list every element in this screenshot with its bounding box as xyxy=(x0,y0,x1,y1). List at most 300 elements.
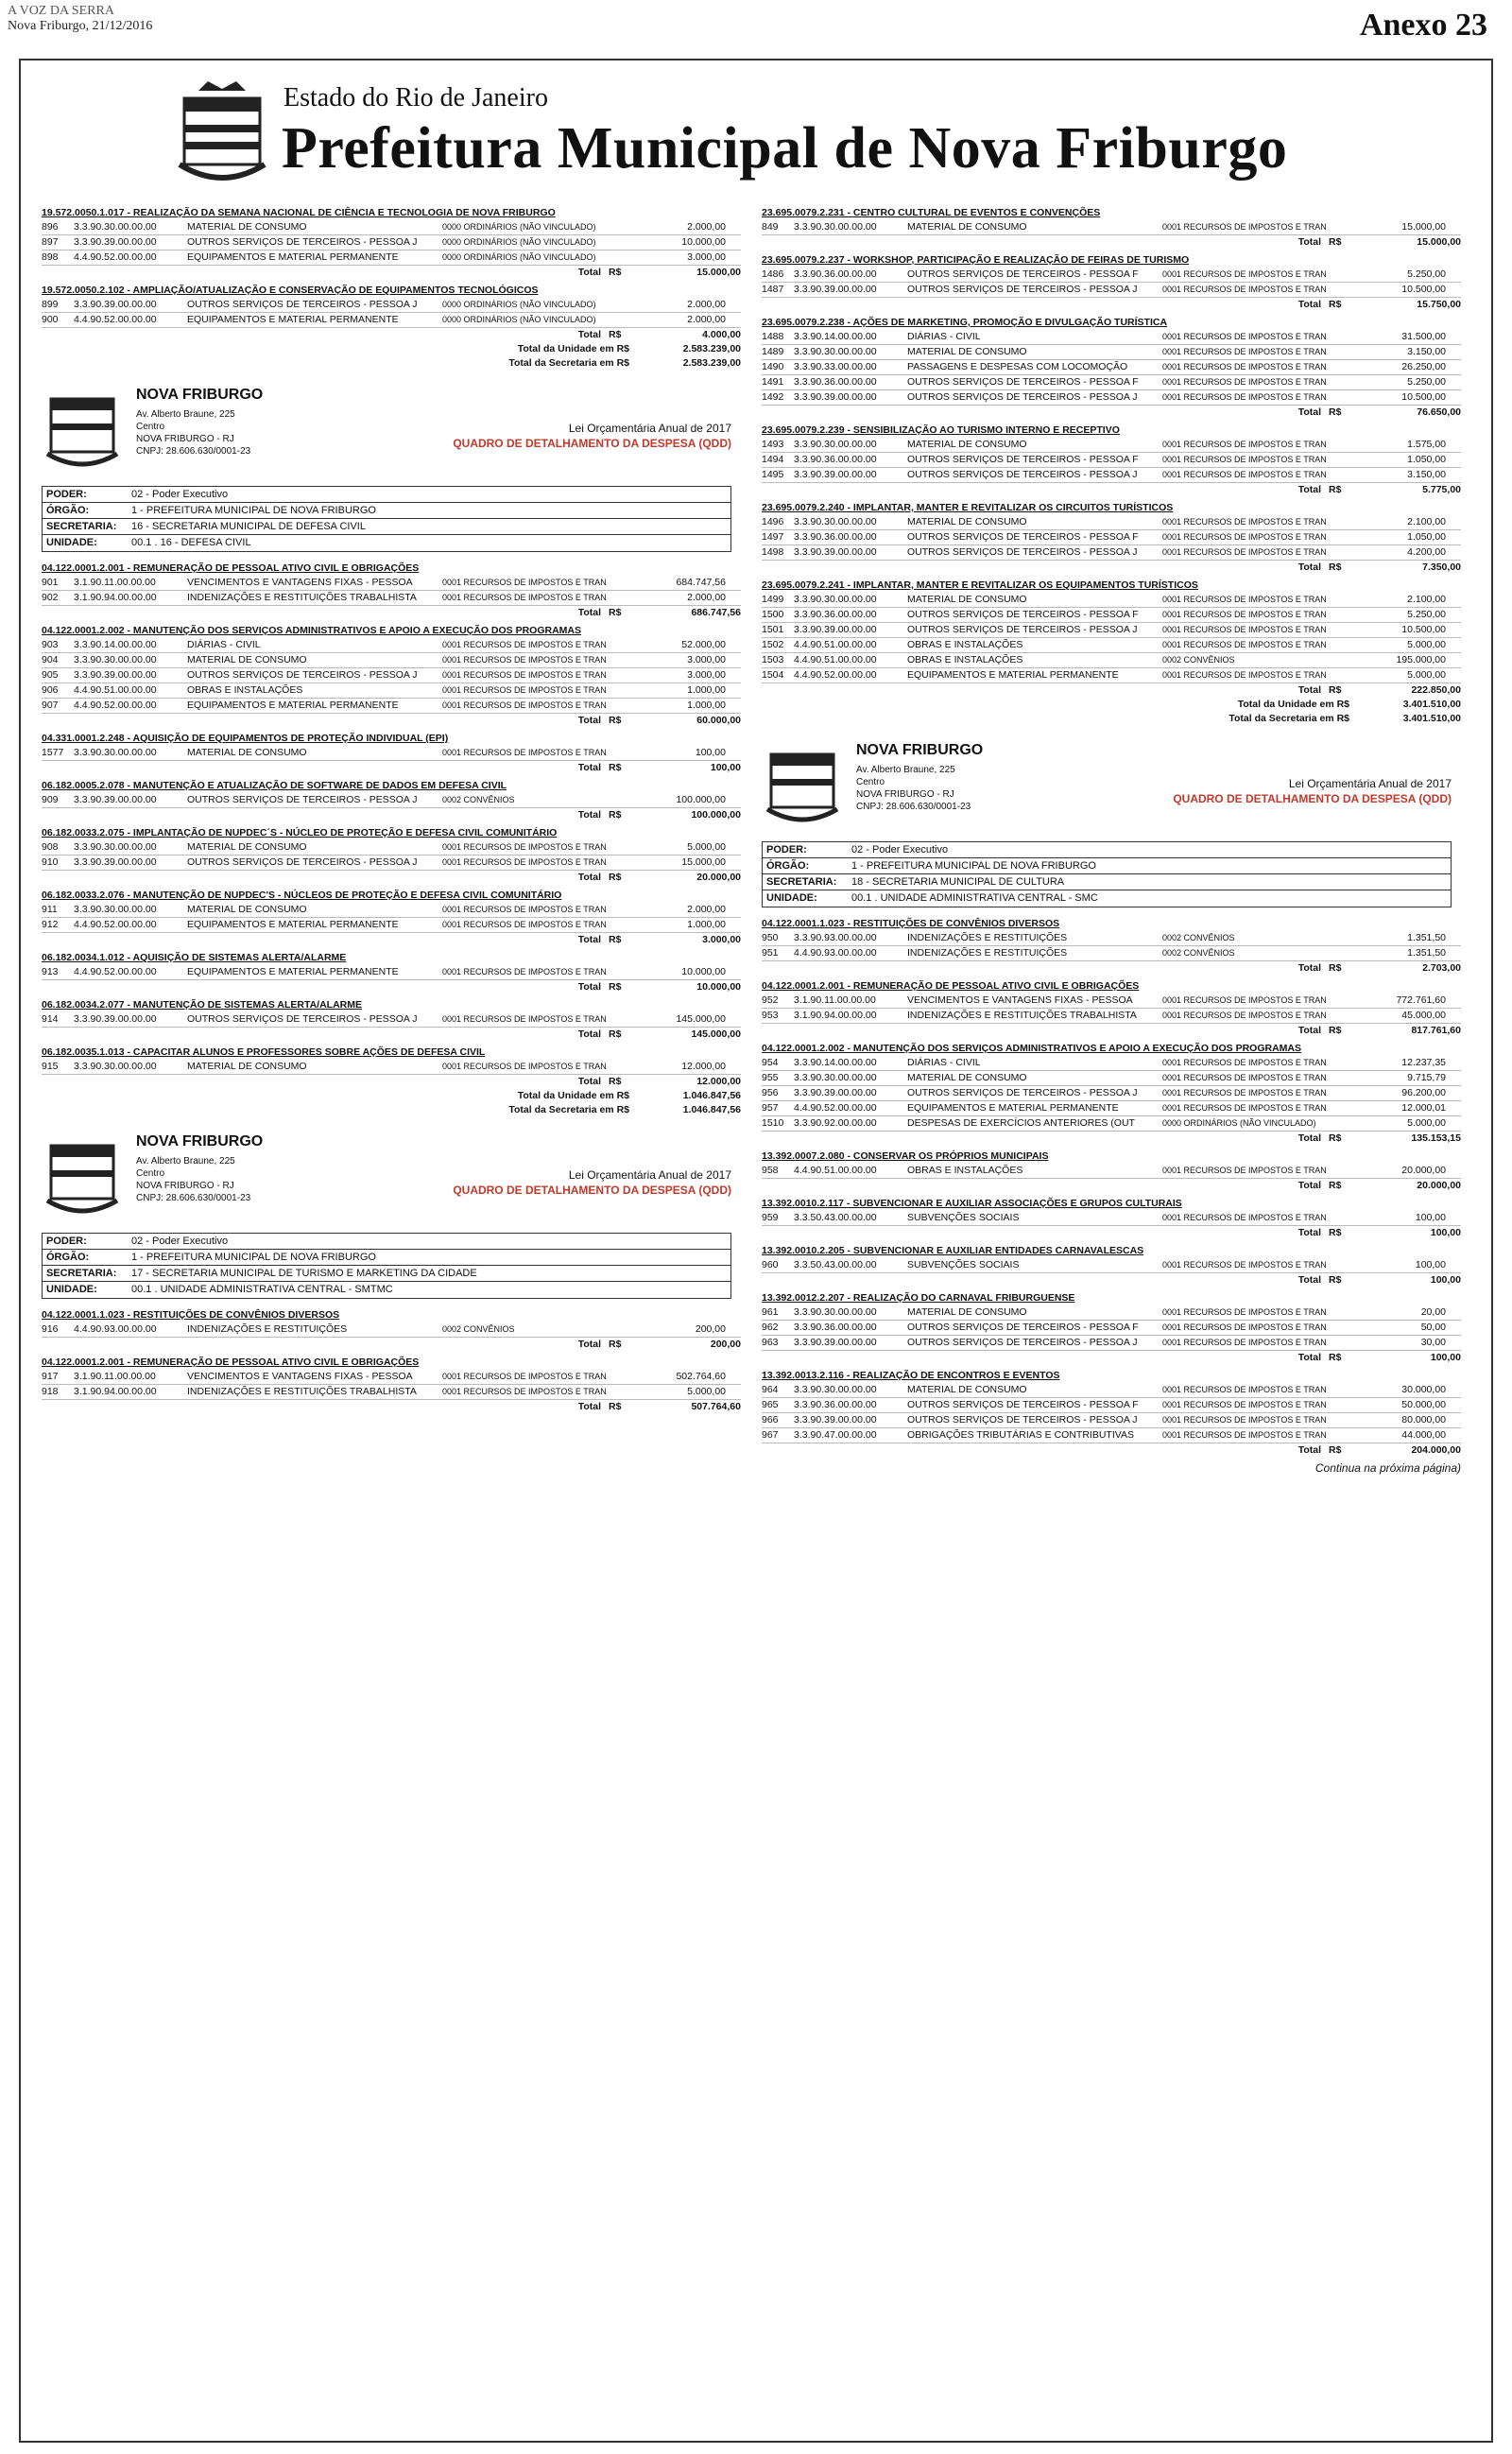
row-source: 0001 RECURSOS DE IMPOSTOS E TRAN xyxy=(1162,1307,1327,1317)
total-value: 12.000,00 xyxy=(696,1076,741,1087)
table-row xyxy=(762,268,1461,283)
row-id: 912 xyxy=(42,919,59,930)
row-id: 952 xyxy=(762,994,779,1006)
qdd-law: Lei Orçamentária Anual de 2017 xyxy=(568,1168,731,1182)
continued-note: Continua na próxima página) xyxy=(1314,1461,1461,1475)
row-id: 1491 xyxy=(762,376,784,388)
row-source: 0001 RECURSOS DE IMPOSTOS E TRAN xyxy=(1162,610,1327,619)
row-id: 1486 xyxy=(762,268,784,280)
table-row xyxy=(762,360,1461,375)
row-value: 1.575,00 xyxy=(1407,439,1446,450)
total-label: Total xyxy=(577,267,601,278)
row-value: 1.000,00 xyxy=(687,700,726,711)
poder-row xyxy=(43,487,730,503)
action-total xyxy=(42,871,741,885)
secretaria-total xyxy=(42,356,741,371)
row-id: 917 xyxy=(42,1371,59,1382)
row-code: 3.3.90.30.00.00.00 xyxy=(74,654,157,665)
currency: R$ xyxy=(1329,406,1342,418)
currency: R$ xyxy=(609,1339,622,1350)
address-line: NOVA FRIBURGO - RJ xyxy=(136,434,234,444)
total-label: Total xyxy=(1297,684,1321,696)
secretaria-value: 18 - SECRETARIA MUNICIPAL DE CULTURA xyxy=(851,876,1065,888)
row-code: 3.3.90.30.00.00.00 xyxy=(794,439,877,450)
poder-row xyxy=(43,1234,730,1250)
table-row xyxy=(762,545,1461,561)
currency: R$ xyxy=(1329,1180,1342,1191)
newspaper-name xyxy=(8,4,152,34)
total-label: Total xyxy=(1297,1180,1321,1191)
row-id: 1497 xyxy=(762,531,784,543)
row-source: 0001 RECURSOS DE IMPOSTOS E TRAN xyxy=(1162,1166,1327,1175)
action-title: 06.182.0034.2.077 - MANUTENÇÃO DE SISTEMAS ALERTA/ALARME xyxy=(42,999,362,1011)
row-id: 956 xyxy=(762,1087,779,1098)
total-value: 100,00 xyxy=(1430,1227,1461,1238)
total-value: 20.000,00 xyxy=(1417,1180,1461,1191)
row-source: 0001 RECURSOS DE IMPOSTOS E TRAN xyxy=(1162,1073,1327,1082)
rows xyxy=(762,268,1461,298)
row-id: 1488 xyxy=(762,331,784,342)
row-description: OUTROS SERVIÇOS DE TERCEIROS - PESSOA J xyxy=(187,856,418,868)
table-row xyxy=(42,699,741,714)
newspaper-title: A VOZ DA SERRA xyxy=(8,4,114,18)
table-row xyxy=(762,1383,1461,1398)
row-source: 0001 RECURSOS DE IMPOSTOS E TRAN xyxy=(442,1014,607,1024)
row-code: 3.3.90.30.00.00.00 xyxy=(74,221,157,233)
row-code: 4.4.90.51.00.00.00 xyxy=(794,1165,877,1176)
row-code: 3.3.90.30.00.00.00 xyxy=(794,516,877,527)
total-value: 200,00 xyxy=(710,1339,741,1350)
row-description: OUTROS SERVIÇOS DE TERCEIROS - PESSOA J xyxy=(907,469,1138,480)
row-source: 0000 ORDINÁRIOS (NÃO VINCULADO) xyxy=(442,237,596,247)
row-source: 0001 RECURSOS DE IMPOSTOS E TRAN xyxy=(442,670,607,680)
total-value: 7.350,00 xyxy=(1422,562,1461,573)
row-source: 0001 RECURSOS DE IMPOSTOS E TRAN xyxy=(1162,1058,1327,1067)
row-id: 950 xyxy=(762,932,779,943)
total-label: Total xyxy=(1297,1132,1321,1144)
total-value: 100,00 xyxy=(1430,1352,1461,1363)
poder-label: PODER: xyxy=(766,844,807,855)
action-title: 04.122.0001.2.001 - REMUNERAÇÃO DE PESSOAL ATIVO CIVIL E OBRIGAÇÕES xyxy=(42,1357,420,1368)
row-code: 3.3.90.36.00.00.00 xyxy=(794,531,877,543)
total-value: 222.850,00 xyxy=(1411,684,1461,696)
row-source: 0001 RECURSOS DE IMPOSTOS E TRAN xyxy=(1162,1430,1327,1440)
unidade-total-label: Total da Unidade em R$ xyxy=(517,1090,629,1101)
total-value: 507.764,60 xyxy=(691,1401,741,1412)
row-id: 898 xyxy=(42,251,59,263)
address-line: Centro xyxy=(856,777,885,787)
row-code: 3.3.90.39.00.00.00 xyxy=(794,284,877,295)
row-source: 0001 RECURSOS DE IMPOSTOS E TRAN xyxy=(1162,1088,1327,1097)
rows xyxy=(762,1164,1461,1179)
row-description: INDENIZAÇÕES E RESTITUIÇÕES xyxy=(907,947,1068,959)
table-row xyxy=(42,1060,741,1075)
table-row xyxy=(762,530,1461,545)
row-source: 0001 RECURSOS DE IMPOSTOS E TRAN xyxy=(442,748,607,757)
table-row xyxy=(42,746,741,761)
row-source: 0001 RECURSOS DE IMPOSTOS E TRAN xyxy=(1162,670,1327,680)
row-value: 10.500,00 xyxy=(1401,391,1446,403)
table-row xyxy=(762,946,1461,961)
row-code: 3.1.90.11.00.00.00 xyxy=(74,1371,156,1382)
row-source: 0001 RECURSOS DE IMPOSTOS E TRAN xyxy=(1162,1011,1327,1020)
currency: R$ xyxy=(609,762,622,773)
right-column xyxy=(762,202,1461,1476)
action-title: 04.122.0001.2.001 - REMUNERAÇÃO DE PESSOAL ATIVO CIVIL E OBRIGAÇÕES xyxy=(42,562,420,574)
secretaria-row xyxy=(43,519,730,535)
row-id: 908 xyxy=(42,841,59,853)
row-source: 0001 RECURSOS DE IMPOSTOS E TRAN xyxy=(442,1372,607,1381)
secretaria-total-label: Total da Secretaria em R$ xyxy=(508,357,629,369)
row-description: INDENIZAÇÕES E RESTITUIÇÕES TRABALHISTA xyxy=(187,592,417,603)
table-row xyxy=(42,251,741,266)
action-title: 13.392.0013.2.116 - REALIZAÇÃO DE ENCONTROS E EVENTOS xyxy=(762,1370,1060,1381)
total-label: Total xyxy=(577,715,601,726)
row-code: 3.3.90.14.00.00.00 xyxy=(794,1057,877,1068)
total-label: Total xyxy=(1297,1352,1321,1363)
currency: R$ xyxy=(1329,962,1342,974)
currency: R$ xyxy=(1329,1227,1342,1238)
total-value: 2.703,00 xyxy=(1422,962,1461,974)
row-description: MATERIAL DE CONSUMO xyxy=(187,841,307,853)
table-row xyxy=(42,840,741,855)
total-label: Total xyxy=(1297,562,1321,573)
rows xyxy=(762,994,1461,1024)
row-value: 12.237,35 xyxy=(1401,1057,1446,1068)
row-source: 0001 RECURSOS DE IMPOSTOS E TRAN xyxy=(1162,285,1327,294)
table-row xyxy=(762,668,1461,683)
unidade-row xyxy=(43,1282,730,1298)
total-value: 686.747,56 xyxy=(691,607,741,618)
row-value: 1.351,50 xyxy=(1407,947,1446,959)
currency: R$ xyxy=(609,934,622,945)
row-code: 3.3.90.30.00.00.00 xyxy=(794,346,877,357)
row-value: 1.000,00 xyxy=(687,684,726,696)
qdd-address xyxy=(856,764,971,813)
action-title: 06.182.0033.2.076 - MANUTENÇÃO DE NUPDEC'S - NÚCLEOS DE PROTEÇÃO E DEFESA CIVIL COMUNITÁRIO xyxy=(42,890,562,901)
row-id: 1502 xyxy=(762,639,784,650)
cnpj: CNPJ: 28.606.630/0001-23 xyxy=(136,1193,251,1203)
row-value: 5.000,00 xyxy=(1407,639,1446,650)
orgao-row xyxy=(43,503,730,519)
action-title: 06.182.0005.2.078 - MANUTENÇÃO E ATUALIZAÇÃO DE SOFTWARE DE DADOS EM DEFESA CIVIL xyxy=(42,780,507,791)
secretaria-row xyxy=(43,1266,730,1282)
table-row xyxy=(42,965,741,980)
action-total xyxy=(762,406,1461,420)
row-code: 4.4.90.52.00.00.00 xyxy=(74,314,157,325)
row-source: 0001 RECURSOS DE IMPOSTOS E TRAN xyxy=(1162,640,1327,649)
row-code: 4.4.90.52.00.00.00 xyxy=(74,700,157,711)
row-description: INDENIZAÇÕES E RESTITUIÇÕES xyxy=(187,1323,348,1335)
table-row xyxy=(762,438,1461,453)
total-label: Total xyxy=(577,762,601,773)
currency: R$ xyxy=(609,1076,622,1087)
row-source: 0001 RECURSOS DE IMPOSTOS E TRAN xyxy=(1162,625,1327,634)
action-total xyxy=(42,1400,741,1414)
table-row xyxy=(762,1428,1461,1443)
row-description: EQUIPAMENTOS E MATERIAL PERMANENTE xyxy=(907,1102,1119,1114)
row-source: 0000 ORDINÁRIOS (NÃO VINCULADO) xyxy=(442,300,596,309)
row-code: 3.3.90.36.00.00.00 xyxy=(794,376,877,388)
row-description: OUTROS SERVIÇOS DE TERCEIROS - PESSOA F xyxy=(907,1399,1139,1410)
row-code: 3.1.90.94.00.00.00 xyxy=(74,592,157,603)
row-id: 960 xyxy=(762,1259,779,1270)
row-value: 502.764,60 xyxy=(676,1371,726,1382)
row-description: OUTROS SERVIÇOS DE TERCEIROS - PESSOA J xyxy=(907,1337,1138,1348)
row-code: 3.3.90.30.00.00.00 xyxy=(794,594,877,605)
currency: R$ xyxy=(1329,684,1342,696)
row-description: OUTROS SERVIÇOS DE TERCEIROS - PESSOA J xyxy=(907,1414,1138,1426)
row-id: 900 xyxy=(42,314,59,325)
secretaria-total xyxy=(762,712,1461,726)
unidade-total xyxy=(42,1089,741,1103)
row-value: 1.351,50 xyxy=(1407,932,1446,943)
row-id: 1577 xyxy=(42,747,64,758)
address-line: Av. Alberto Braune, 225 xyxy=(856,765,955,775)
unidade-total xyxy=(42,342,741,356)
row-value: 2.000,00 xyxy=(687,592,726,603)
row-value: 9.715,79 xyxy=(1407,1072,1446,1083)
row-description: EQUIPAMENTOS E MATERIAL PERMANENTE xyxy=(907,669,1119,681)
masthead xyxy=(28,68,1351,200)
row-code: 3.3.90.39.00.00.00 xyxy=(74,236,157,248)
row-source: 0001 RECURSOS DE IMPOSTOS E TRAN xyxy=(1162,1415,1327,1425)
row-id: 966 xyxy=(762,1414,779,1426)
action-total xyxy=(42,1338,741,1352)
row-description: DIÁRIAS - CIVIL xyxy=(187,639,261,650)
row-value: 1.050,00 xyxy=(1407,454,1446,465)
row-id: 902 xyxy=(42,592,59,603)
row-id: 907 xyxy=(42,700,59,711)
row-value: 20.000,00 xyxy=(1401,1165,1446,1176)
row-source: 0000 ORDINÁRIOS (NÃO VINCULADO) xyxy=(442,315,596,324)
row-value: 45.000,00 xyxy=(1401,1010,1446,1021)
orgao-value: 1 - PREFEITURA MUNICIPAL DE NOVA FRIBURGO xyxy=(131,1252,376,1263)
row-description: MATERIAL DE CONSUMO xyxy=(187,747,307,758)
table-row xyxy=(762,283,1461,298)
row-id: 1492 xyxy=(762,391,784,403)
row-description: OBRAS E INSTALAÇÕES xyxy=(907,654,1023,665)
total-label: Total xyxy=(577,872,601,883)
row-description: OUTROS SERVIÇOS DE TERCEIROS - PESSOA F xyxy=(907,531,1139,543)
row-id: 1496 xyxy=(762,516,784,527)
row-id: 1498 xyxy=(762,546,784,558)
table-row xyxy=(42,220,741,235)
row-value: 1.050,00 xyxy=(1407,531,1446,543)
row-value: 10.000,00 xyxy=(681,236,726,248)
row-value: 2.000,00 xyxy=(687,221,726,233)
action-title: 04.122.0001.1.023 - RESTITUIÇÕES DE CONVÊNIOS DIVERSOS xyxy=(42,1309,340,1321)
row-id: 1510 xyxy=(762,1117,784,1129)
qdd-city: NOVA FRIBURGO xyxy=(136,1133,264,1149)
row-code: 3.3.90.39.00.00.00 xyxy=(794,1087,877,1098)
unidade-total xyxy=(762,698,1461,712)
total-value: 15.000,00 xyxy=(1417,236,1461,248)
address-line: Av. Alberto Braune, 225 xyxy=(136,1156,235,1167)
cnpj: CNPJ: 28.606.630/0001-23 xyxy=(136,446,251,457)
rows xyxy=(42,1370,741,1400)
action-total xyxy=(762,483,1461,497)
row-id: 901 xyxy=(42,577,59,588)
total-label: Total xyxy=(1297,484,1321,495)
unidade-total-value: 2.583.239,00 xyxy=(682,343,741,354)
row-description: DIÁRIAS - CIVIL xyxy=(907,1057,981,1068)
table-row xyxy=(762,330,1461,345)
row-source: 0001 RECURSOS DE IMPOSTOS E TRAN xyxy=(1162,1400,1327,1409)
currency: R$ xyxy=(1329,484,1342,495)
row-value: 100,00 xyxy=(695,747,726,758)
action-title: 06.182.0035.1.013 - CAPACITAR ALUNOS E PROFESSORES SOBRE AÇÕES DE DEFESA CIVIL xyxy=(42,1046,486,1058)
action-title: 13.392.0007.2.080 - CONSERVAR OS PRÓPRIOS MUNICIPAIS xyxy=(762,1150,1049,1162)
currency: R$ xyxy=(609,872,622,883)
action-title: 23.695.0079.2.241 - IMPLANTAR, MANTER E REVITALIZAR OS EQUIPAMENTOS TURÍSTICOS xyxy=(762,579,1198,591)
currency: R$ xyxy=(1329,236,1342,248)
row-description: OUTROS SERVIÇOS DE TERCEIROS - PESSOA F xyxy=(907,609,1139,620)
qdd-law: Lei Orçamentária Anual de 2017 xyxy=(568,422,731,435)
currency: R$ xyxy=(1329,562,1342,573)
qdd-info-box xyxy=(42,486,731,552)
row-description: MATERIAL DE CONSUMO xyxy=(907,346,1027,357)
table-row xyxy=(762,1056,1461,1071)
action-total xyxy=(42,808,741,822)
row-code: 3.3.90.39.00.00.00 xyxy=(74,794,157,805)
orgao-value: 1 - PREFEITURA MUNICIPAL DE NOVA FRIBURGO xyxy=(131,505,376,516)
row-id: 965 xyxy=(762,1399,779,1410)
row-code: 3.3.90.30.00.00.00 xyxy=(794,1072,877,1083)
secretaria-total xyxy=(42,1103,741,1117)
action-title: 23.695.0079.2.238 - AÇÕES DE MARKETING, PROMOÇÃO E DIVULGAÇÃO TURÍSTICA xyxy=(762,317,1168,328)
row-id: 905 xyxy=(42,669,59,681)
row-value: 2.000,00 xyxy=(687,314,726,325)
currency: R$ xyxy=(1329,1444,1342,1456)
rows xyxy=(42,1012,741,1028)
state-name: Estado do Rio de Janeiro xyxy=(284,83,548,112)
total-value: 3.000,00 xyxy=(702,934,741,945)
qdd-title: QUADRO DE DETALHAMENTO DA DESPESA (QDD) xyxy=(1173,792,1452,805)
table-row xyxy=(762,931,1461,946)
qdd-header xyxy=(762,741,1461,911)
table-row xyxy=(762,1009,1461,1024)
row-source: 0001 RECURSOS DE IMPOSTOS E TRAN xyxy=(1162,1260,1327,1270)
row-description: OUTROS SERVIÇOS DE TERCEIROS - PESSOA J xyxy=(907,624,1138,635)
address-line: Centro xyxy=(136,1168,165,1179)
table-row xyxy=(762,375,1461,390)
table-row xyxy=(762,623,1461,638)
row-value: 2.100,00 xyxy=(1407,516,1446,527)
table-row xyxy=(762,220,1461,235)
row-source: 0000 ORDINÁRIOS (NÃO VINCULADO) xyxy=(1162,1118,1316,1128)
row-value: 3.000,00 xyxy=(687,669,726,681)
unidade-value: 00.1 . 16 - DEFESA CIVIL xyxy=(131,537,251,548)
row-value: 50,00 xyxy=(1420,1322,1446,1333)
total-value: 10.000,00 xyxy=(696,981,741,993)
address-line: NOVA FRIBURGO - RJ xyxy=(856,789,954,800)
action-title: 04.122.0001.1.023 - RESTITUIÇÕES DE CONVÊNIOS DIVERSOS xyxy=(762,918,1060,929)
row-id: 1489 xyxy=(762,346,784,357)
row-source: 0001 RECURSOS DE IMPOSTOS E TRAN xyxy=(1162,1338,1327,1347)
row-value: 145.000,00 xyxy=(676,1013,726,1025)
row-id: 959 xyxy=(762,1212,779,1223)
secretaria-label: SECRETARIA: xyxy=(46,521,117,532)
row-value: 30,00 xyxy=(1420,1337,1446,1348)
rows xyxy=(42,576,741,606)
action-total xyxy=(762,1132,1461,1146)
rows xyxy=(42,903,741,933)
secretaria-total-value: 1.046.847,56 xyxy=(682,1104,741,1115)
cnpj: CNPJ: 28.606.630/0001-23 xyxy=(856,802,971,812)
unidade-row xyxy=(763,890,1451,907)
row-description: INDENIZAÇÕES E RESTITUIÇÕES xyxy=(907,932,1068,943)
total-value: 100,00 xyxy=(1430,1274,1461,1286)
table-row xyxy=(762,515,1461,530)
row-value: 15.000,00 xyxy=(681,856,726,868)
action-total xyxy=(762,235,1461,250)
table-row xyxy=(762,1321,1461,1336)
row-description: MATERIAL DE CONSUMO xyxy=(907,1306,1027,1318)
row-id: 910 xyxy=(42,856,59,868)
row-value: 100,00 xyxy=(1415,1212,1446,1223)
row-id: 1499 xyxy=(762,594,784,605)
action-title: 13.392.0010.2.205 - SUBVENCIONAR E AUXILIAR ENTIDADES CARNAVALESCAS xyxy=(762,1245,1144,1256)
rows xyxy=(42,638,741,714)
newspaper-header xyxy=(0,0,1512,47)
row-description: OUTROS SERVIÇOS DE TERCEIROS - PESSOA J xyxy=(907,1087,1138,1098)
table-row xyxy=(762,653,1461,668)
row-code: 3.3.90.30.00.00.00 xyxy=(74,747,157,758)
row-source: 0001 RECURSOS DE IMPOSTOS E TRAN xyxy=(1162,1322,1327,1332)
row-value: 5.250,00 xyxy=(1407,609,1446,620)
row-id: 962 xyxy=(762,1322,779,1333)
row-value: 2.000,00 xyxy=(687,299,726,310)
table-row xyxy=(42,918,741,933)
row-code: 3.3.90.92.00.00.00 xyxy=(794,1117,877,1129)
table-row xyxy=(42,298,741,313)
total-value: 15.750,00 xyxy=(1417,299,1461,310)
newspaper-date: Nova Friburgo, 21/12/2016 xyxy=(8,19,153,33)
orgao-label: ÓRGÃO: xyxy=(46,505,90,516)
city-crest-icon xyxy=(762,741,843,832)
currency: R$ xyxy=(609,981,622,993)
row-code: 4.4.90.52.00.00.00 xyxy=(74,966,157,977)
row-id: 1490 xyxy=(762,361,784,372)
row-value: 5.000,00 xyxy=(687,841,726,853)
table-row xyxy=(762,1305,1461,1321)
row-source: 0000 ORDINÁRIOS (NÃO VINCULADO) xyxy=(442,222,596,232)
row-id: 909 xyxy=(42,794,59,805)
secretaria-value: 17 - SECRETARIA MUNICIPAL DE TURISMO E MARKETING DA CIDADE xyxy=(131,1268,477,1279)
poder-label: PODER: xyxy=(46,1236,87,1247)
table-row xyxy=(762,638,1461,653)
row-description: OUTROS SERVIÇOS DE TERCEIROS - PESSOA J xyxy=(187,794,418,805)
unidade-total-label: Total da Unidade em R$ xyxy=(517,343,629,354)
action-title: 04.122.0001.2.002 - MANUTENÇÃO DOS SERVIÇOS ADMINISTRATIVOS E APOIO A EXECUÇÃO DOS PROGRAMAS xyxy=(762,1043,1302,1054)
total-value: 817.761,60 xyxy=(1411,1025,1461,1036)
row-id: 963 xyxy=(762,1337,779,1348)
row-code: 3.1.90.94.00.00.00 xyxy=(74,1386,157,1397)
row-value: 96.200,00 xyxy=(1401,1087,1446,1098)
row-id: 914 xyxy=(42,1013,59,1025)
row-source: 0002 CONVÊNIOS xyxy=(442,1324,515,1334)
unidade-label: UNIDADE: xyxy=(46,537,97,548)
row-code: 3.3.90.36.00.00.00 xyxy=(794,609,877,620)
row-value: 2.000,00 xyxy=(687,904,726,915)
unidade-total-value: 1.046.847,56 xyxy=(682,1090,741,1101)
action-total xyxy=(762,298,1461,312)
poder-value: 02 - Poder Executivo xyxy=(131,489,229,500)
row-value: 2.100,00 xyxy=(1407,594,1446,605)
orgao-label: ÓRGÃO: xyxy=(766,860,810,872)
row-source: 0002 CONVÊNIOS xyxy=(1162,933,1235,942)
